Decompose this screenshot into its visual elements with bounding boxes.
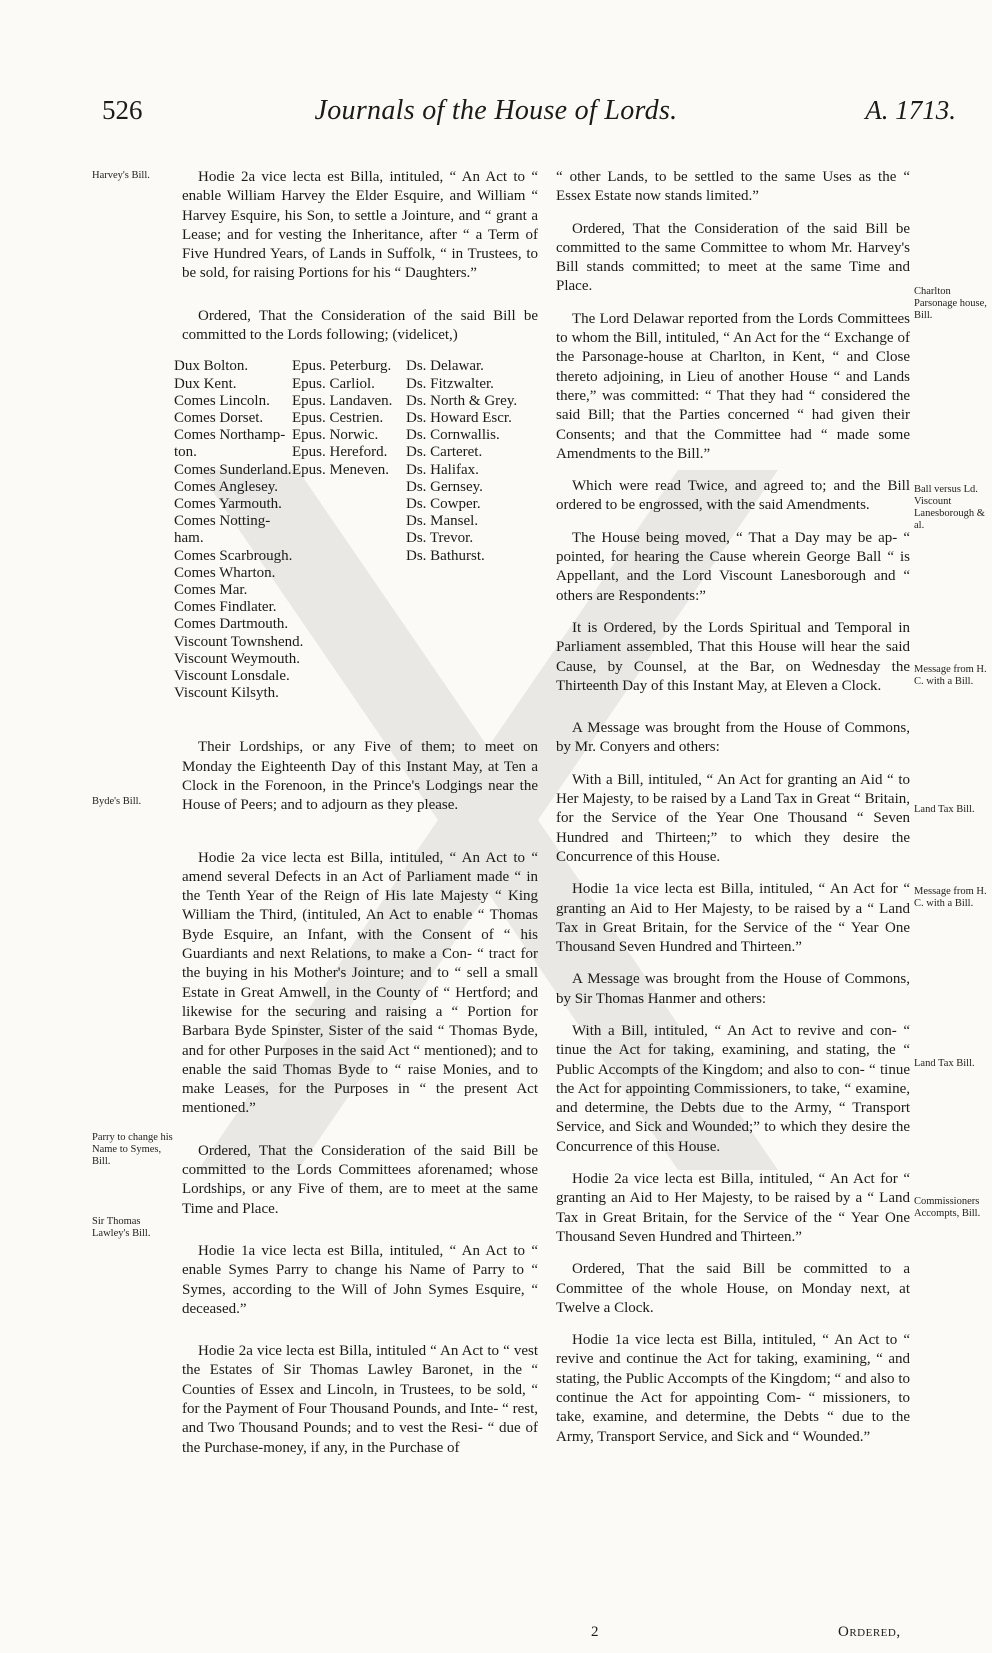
margin-note-parry: Parry to change his Name to Symes, Bill. xyxy=(92,1132,173,1167)
byde-bill-entry: Hodie 2a vice lecta est Billa, intituled, “ An Act to “ amend several Defects in an Act of Parliament made “ in the Tenth Year of the Reign of His late Majesty “ King William the Third, (intituled, An Act to enable “ Thomas Byde Esquire, an Infant, with the Consent of “ his Guardiants and next Relations, to make a Con- “ tract for the buying in his Mother's Jointure; and to “ sell a small Estate in Great Amwell, in the County of “ Hertford; and likewise for the securing and raising a “ Portion for Barbara Byde Spinster, Sister of the said “ Thomas Byde, and for other Purposes in the said Act “ mentioned); and to enable the said Thomas Byde to “ raise Monies, and to make Leases, for the Purposes in “ the present Act mentioned.” xyxy=(182,849,538,1117)
lord-name: Comes Lincoln. xyxy=(174,392,270,409)
commissioners-bill-entry: Hodie 1a vice lecta est Billa, intituled, “ An Act to “ revive and continue the Act for taking, examining, “ and stating, the Public Accompts of the Kingdom; “ and also to continue the Act for appointing Com- “ missioners, to take, examine, and determine, the Debts “ due to the Army, Transport Service, and Sick and “ Wounded.” xyxy=(556,1332,910,1445)
lord-name: Ds. Mansel. xyxy=(406,513,479,530)
lord-name: Epus. Hereford. xyxy=(292,444,388,461)
margin-note-message-2: Message from H. C. with a Bill. xyxy=(914,886,987,909)
harvey-committee-order: Ordered, That the Consideration of the said Bill be committed to the Lords following; (videlicet,) xyxy=(182,307,538,344)
margin-note-lawley: Sir Thomas Lawley's Bill. xyxy=(92,1216,151,1239)
lord-name: Ds. Bathurst. xyxy=(406,547,485,564)
commons-message-2-bill: With a Bill, intituled, “ An Act to revive and con- “ tinue the Act for taking, examining, and stating, the “ Public Accompts of the Kingdom; and also to con- “ tinue the Act for appointing Commissioners, to take, “ examine, and determine, the Debts due to the Army, “ Transport Service, and Sick and Wounded;” to which they desire the Concurrence of this House. xyxy=(556,1022,910,1155)
lord-name: Epus. Carliol. xyxy=(292,375,375,392)
committee-lords-list xyxy=(174,358,538,728)
charlton-report: The Lord Delawar reported from the Lords Committees to whom the Bill, intituled, “ An Act for the “ Exchange of the Parsonage-house at Charlton, in Kent, “ and Close thereto adjoining, in Lieu of another House “ and Lands there,” was committed: “ That they had “ considered the said Bill; that the Parties concerned “ had given their Consents; and that the Committee had “ made some Amendments to the Bill.” xyxy=(556,310,910,462)
lord-name: Epus. Landaven. xyxy=(292,392,393,409)
charlton-agreed: Which were read Twice, and agreed to; and the Bill ordered to be engrossed, with the said Amendments. xyxy=(556,478,910,514)
lord-name: Dux Kent. xyxy=(174,375,237,392)
lord-name: Comes Scarbrough. xyxy=(174,547,293,564)
commons-message-2: A Message was brought from the House of Commons, by Sir Thomas Hanmer and others: xyxy=(556,971,910,1007)
lord-name: ton. xyxy=(174,444,197,461)
right-column xyxy=(556,168,910,1460)
lord-name: Ds. Cowper. xyxy=(406,496,481,512)
lord-name: Ds. Trevor. xyxy=(406,530,474,547)
margin-note-charlton: Charlton Parsonage house, Bill. xyxy=(914,286,987,321)
lord-name: Comes Dartmouth. xyxy=(174,616,289,633)
ball-hearing-order: It is Ordered, by the Lords Spiritual and Temporal in Parliament assembled, That this House will hear the said Cause, by Counsel, at the Bar, on Wednesday the Thirteenth Day of this Instant May, at Eleven a Clock. xyxy=(556,619,910,694)
lord-name: Comes Dorset. xyxy=(174,409,264,426)
lord-name: Comes Findlater. xyxy=(174,599,277,616)
lord-name: Ds. Cornwallis. xyxy=(406,427,500,444)
margin-note-land-tax-2: Land Tax Bill. xyxy=(914,1058,975,1069)
harvey-bill-entry: Hodie 2a vice lecta est Billa, intituled, “ An Act to “ enable William Harvey the Elder Esquire, and William “ Harvey Esquire, his Son, to settle a Jointure, and “ grant a Lease; and for vesting the Inheritance, after “ a Term of Five Hundred Years, of Lands in Suffolk, “ in Trustees, to be sold, for raising Portions for his “ Daughters.” xyxy=(182,169,538,282)
land-tax-first-reading: Hodie 1a vice lecta est Billa, intituled, “ An Act for “ granting an Aid to Her Majesty, to be raised by a “ Land Tax in Great Britain, for the Service of the “ Year One Thousand Seven Hundred and Thirteen.” xyxy=(556,881,910,956)
lord-name: Ds. Fitzwalter. xyxy=(406,375,494,392)
lawley-bill-continued: “ other Lands, to be settled to the same Uses as the “ Essex Estate now stands limited.” xyxy=(556,169,910,205)
margin-note-commissioners: Commissioners Accompts, Bill. xyxy=(914,1196,981,1219)
lord-name: Epus. Norwic. xyxy=(292,427,379,444)
lord-name: Epus. Meneven. xyxy=(292,461,390,478)
lord-name: Epus. Peterburg. xyxy=(292,358,392,375)
lord-name: Comes Wharton. xyxy=(174,564,276,581)
lord-name: Viscount Lonsdale. xyxy=(174,668,290,685)
margin-note-harvey: Harvey's Bill. xyxy=(92,170,150,181)
lord-name: Epus. Cestrien. xyxy=(292,409,384,426)
lord-name: Ds. Gernsey. xyxy=(406,478,483,495)
ball-motion: The House being moved, “ That a Day may be ap- “ pointed, for hearing the Cause wherein George Ball “ is Appellant, and the Lord Viscount Lanesborough and “ others are Respondents:” xyxy=(556,529,910,604)
left-column xyxy=(174,168,538,1471)
lord-name: Comes Notting- xyxy=(174,513,271,530)
land-tax-committee-order: Ordered, That the said Bill be committed to a Committee of the whole House, on Monday next, at Twelve a Clock. xyxy=(556,1261,910,1316)
lord-name: Viscount Weymouth. xyxy=(174,650,300,667)
lord-name: Ds. North & Grey. xyxy=(406,392,518,409)
margin-note-ball: Ball versus Ld. Viscount Lanesborough & al. xyxy=(914,484,985,531)
commons-message-1-bill: With a Bill, intituled, “ An Act for granting an Aid “ to Her Majesty, to be raised by a Land Tax in Great “ Britain, for the Service of the Year One Thousand “ Seven Hundred and Thirteen;” to which they desire the Concurrence of this House. xyxy=(556,771,910,865)
lord-name: ham. xyxy=(174,530,204,547)
land-tax-second-reading: Hodie 2a vice lecta est Billa, intituled, “ An Act for “ granting an Aid to Her Majesty, to be raised by a “ Land Tax in Great Britain, for the Service of the “ Year One Thousand Seven Hundred and Thirteen.” xyxy=(556,1171,910,1245)
lords-column-temporal xyxy=(174,358,304,702)
committee-meeting-details: Their Lordships, or any Five of them; to meet on Monday the Eighteenth Day of this Instant May, at Ten a Clock in the Forenoon, in the Prince's Lodgings near the House of Peers; and to adjourn as they please. xyxy=(182,739,538,814)
lord-name: Comes Yarmouth. xyxy=(174,496,282,512)
lord-name: Ds. Howard Escr. xyxy=(406,409,512,426)
lord-name: Comes Mar. xyxy=(174,582,248,599)
lord-name: Comes Anglesey. xyxy=(174,478,279,495)
lord-name: Viscount Townshend. xyxy=(174,633,304,650)
page-year: A. 1713. xyxy=(865,95,956,125)
byde-committee-order: Ordered, That the Consideration of the said Bill be committed to the Lords Committees aforenamed; whose Lordships, or any Five of them, are to meet at the same Time and Place. xyxy=(182,1142,538,1217)
lord-name: Ds. Halifax. xyxy=(406,461,479,478)
lawley-committee-order: Ordered, That the Consideration of the said Bill be committed to the same Committee to whom Mr. Harvey's Bill stands committed; to meet at the same Time and Place. xyxy=(556,220,910,295)
lord-name: Ds. Delawar. xyxy=(406,358,484,375)
margin-note-land-tax-1: Land Tax Bill. xyxy=(914,804,975,815)
parry-bill-entry: Hodie 1a vice lecta est Billa, intituled, “ An Act to “ enable Symes Parry to change his Name of Parry to “ Symes, according to the Will of John Symes Esquire, “ deceased.” xyxy=(182,1242,538,1317)
lawley-bill-entry: Hodie 2a vice lecta est Billa, intituled “ An Act to “ vest the Estates of Sir Thomas Lawley Baronet, in the “ Counties of Essex and Lincoln, in Trustees, to be sold, “ for the Payment of Four Thousand Pounds, and Inte- “ rest, and Two Thousand Pounds; and to vest the Resi- “ due of the Purchase-money, if any, in the Purchase of xyxy=(182,1343,538,1456)
signature-mark: 2 xyxy=(591,1624,599,1640)
margin-note-message-1: Message from H. C. with a Bill. xyxy=(914,664,987,687)
page-title: Journals of the House of Lords. xyxy=(314,95,678,126)
lords-column-bishops xyxy=(292,358,410,478)
lords-column-barons xyxy=(406,358,532,564)
lord-name: Comes Sunderland. xyxy=(174,461,292,478)
running-header xyxy=(0,95,992,135)
lord-name: Ds. Carteret. xyxy=(406,444,483,461)
margin-note-byde: Byde's Bill. xyxy=(92,796,142,807)
catchword: Ordered, xyxy=(838,1624,901,1640)
commons-message-1: A Message was brought from the House of Commons, by Mr. Conyers and others: xyxy=(556,720,910,756)
lord-name: Comes Northamp- xyxy=(174,427,286,444)
page-number: 526 xyxy=(102,95,143,125)
lord-name: Viscount Kilsyth. xyxy=(174,685,279,702)
lord-name: Dux Bolton. xyxy=(174,358,249,375)
